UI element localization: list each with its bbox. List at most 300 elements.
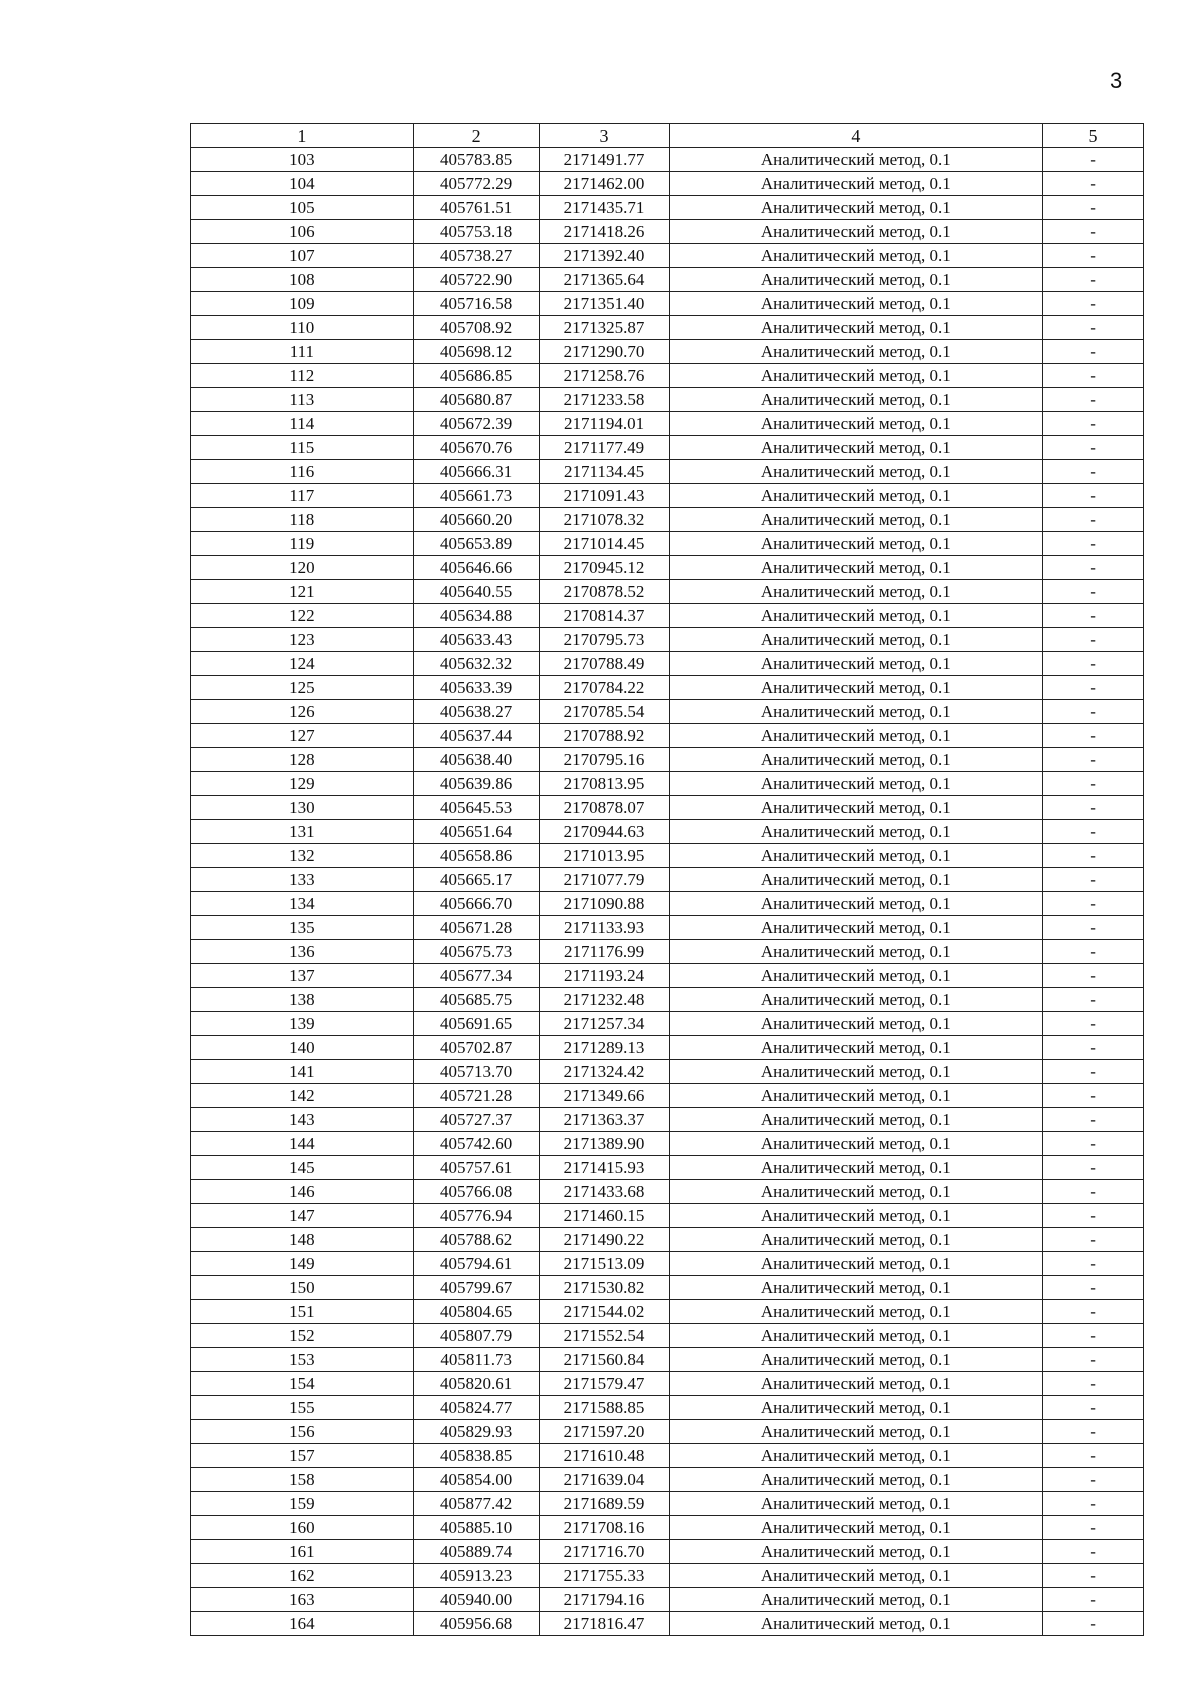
table-row	[191, 1084, 1144, 1108]
table-row	[191, 292, 1144, 316]
cell-coord-y: 2170784.22	[539, 676, 669, 700]
cell-method: Аналитический метод, 0.1	[669, 892, 1043, 916]
cell-note: -	[1043, 1012, 1144, 1036]
cell-note: -	[1043, 244, 1144, 268]
cell-note: -	[1043, 868, 1144, 892]
cell-note: -	[1043, 1276, 1144, 1300]
table-row	[191, 652, 1144, 676]
cell-point-number: 105	[191, 196, 414, 220]
cell-coord-y: 2171544.02	[539, 1300, 669, 1324]
cell-coord-y: 2170785.54	[539, 700, 669, 724]
cell-note: -	[1043, 436, 1144, 460]
cell-coord-y: 2170795.73	[539, 628, 669, 652]
header-cell-1: 1	[191, 124, 414, 148]
cell-note: -	[1043, 724, 1144, 748]
table-row	[191, 556, 1144, 580]
cell-coord-x: 405651.64	[413, 820, 539, 844]
cell-point-number: 160	[191, 1516, 414, 1540]
table-header	[191, 124, 1144, 148]
cell-note: -	[1043, 1300, 1144, 1324]
cell-method: Аналитический метод, 0.1	[669, 1060, 1043, 1084]
cell-coord-y: 2171716.70	[539, 1540, 669, 1564]
table-row	[191, 532, 1144, 556]
cell-coord-x: 405675.73	[413, 940, 539, 964]
cell-method: Аналитический метод, 0.1	[669, 652, 1043, 676]
header-cell-2: 2	[413, 124, 539, 148]
cell-method: Аналитический метод, 0.1	[669, 364, 1043, 388]
table-row	[191, 1516, 1144, 1540]
cell-method: Аналитический метод, 0.1	[669, 388, 1043, 412]
cell-coord-y: 2171134.45	[539, 460, 669, 484]
cell-coord-x: 405639.86	[413, 772, 539, 796]
cell-coord-y: 2171530.82	[539, 1276, 669, 1300]
cell-point-number: 110	[191, 316, 414, 340]
table-row	[191, 148, 1144, 172]
cell-coord-x: 405691.65	[413, 1012, 539, 1036]
cell-coord-x: 405956.68	[413, 1612, 539, 1636]
cell-note: -	[1043, 1468, 1144, 1492]
cell-coord-y: 2171610.48	[539, 1444, 669, 1468]
cell-method: Аналитический метод, 0.1	[669, 172, 1043, 196]
cell-note: -	[1043, 1108, 1144, 1132]
table-row	[191, 340, 1144, 364]
cell-coord-x: 405772.29	[413, 172, 539, 196]
cell-method: Аналитический метод, 0.1	[669, 1612, 1043, 1636]
cell-note: -	[1043, 964, 1144, 988]
cell-coord-x: 405727.37	[413, 1108, 539, 1132]
cell-note: -	[1043, 220, 1144, 244]
cell-coord-x: 405702.87	[413, 1036, 539, 1060]
cell-coord-y: 2171579.47	[539, 1372, 669, 1396]
table-row	[191, 676, 1144, 700]
cell-point-number: 146	[191, 1180, 414, 1204]
table-row	[191, 1300, 1144, 1324]
header-row	[191, 124, 1144, 148]
table-row	[191, 748, 1144, 772]
cell-coord-y: 2171324.42	[539, 1060, 669, 1084]
table-row	[191, 772, 1144, 796]
cell-note: -	[1043, 1540, 1144, 1564]
cell-coord-x: 405638.27	[413, 700, 539, 724]
cell-coord-x: 405794.61	[413, 1252, 539, 1276]
table-body	[191, 148, 1144, 1636]
cell-coord-x: 405783.85	[413, 148, 539, 172]
cell-coord-x: 405637.44	[413, 724, 539, 748]
table-row	[191, 388, 1144, 412]
cell-coord-y: 2171588.85	[539, 1396, 669, 1420]
table-row	[191, 1108, 1144, 1132]
header-cell-4: 4	[669, 124, 1043, 148]
cell-coord-x: 405633.43	[413, 628, 539, 652]
cell-coord-y: 2171233.58	[539, 388, 669, 412]
cell-method: Аналитический метод, 0.1	[669, 436, 1043, 460]
cell-method: Аналитический метод, 0.1	[669, 1156, 1043, 1180]
cell-point-number: 153	[191, 1348, 414, 1372]
table-row	[191, 1564, 1144, 1588]
cell-coord-x: 405666.70	[413, 892, 539, 916]
cell-coord-y: 2171232.48	[539, 988, 669, 1012]
cell-method: Аналитический метод, 0.1	[669, 940, 1043, 964]
cell-coord-y: 2171415.93	[539, 1156, 669, 1180]
cell-point-number: 106	[191, 220, 414, 244]
cell-coord-x: 405940.00	[413, 1588, 539, 1612]
cell-coord-x: 405672.39	[413, 412, 539, 436]
cell-point-number: 161	[191, 1540, 414, 1564]
cell-coord-x: 405685.75	[413, 988, 539, 1012]
cell-note: -	[1043, 1036, 1144, 1060]
cell-point-number: 162	[191, 1564, 414, 1588]
cell-method: Аналитический метод, 0.1	[669, 796, 1043, 820]
cell-coord-y: 2171351.40	[539, 292, 669, 316]
cell-coord-x: 405811.73	[413, 1348, 539, 1372]
cell-point-number: 116	[191, 460, 414, 484]
cell-note: -	[1043, 460, 1144, 484]
cell-coord-y: 2171433.68	[539, 1180, 669, 1204]
cell-coord-x: 405807.79	[413, 1324, 539, 1348]
cell-coord-x: 405722.90	[413, 268, 539, 292]
cell-method: Аналитический метод, 0.1	[669, 748, 1043, 772]
cell-coord-x: 405634.88	[413, 604, 539, 628]
cell-coord-x: 405742.60	[413, 1132, 539, 1156]
cell-point-number: 126	[191, 700, 414, 724]
coordinates-table	[190, 123, 1144, 1636]
cell-point-number: 147	[191, 1204, 414, 1228]
cell-coord-y: 2171013.95	[539, 844, 669, 868]
cell-coord-y: 2171639.04	[539, 1468, 669, 1492]
cell-point-number: 111	[191, 340, 414, 364]
table-row	[191, 940, 1144, 964]
table-row	[191, 436, 1144, 460]
cell-coord-y: 2170878.52	[539, 580, 669, 604]
cell-note: -	[1043, 700, 1144, 724]
cell-coord-y: 2171418.26	[539, 220, 669, 244]
cell-note: -	[1043, 268, 1144, 292]
cell-method: Аналитический метод, 0.1	[669, 244, 1043, 268]
cell-point-number: 159	[191, 1492, 414, 1516]
cell-point-number: 124	[191, 652, 414, 676]
cell-point-number: 141	[191, 1060, 414, 1084]
cell-method: Аналитический метод, 0.1	[669, 964, 1043, 988]
cell-coord-x: 405686.85	[413, 364, 539, 388]
table-row	[191, 268, 1144, 292]
table-row	[191, 460, 1144, 484]
cell-coord-x: 405633.39	[413, 676, 539, 700]
cell-note: -	[1043, 1204, 1144, 1228]
cell-point-number: 138	[191, 988, 414, 1012]
cell-coord-y: 2171176.99	[539, 940, 669, 964]
cell-point-number: 157	[191, 1444, 414, 1468]
cell-method: Аналитический метод, 0.1	[669, 868, 1043, 892]
cell-note: -	[1043, 1420, 1144, 1444]
cell-method: Аналитический метод, 0.1	[669, 1012, 1043, 1036]
cell-coord-x: 405820.61	[413, 1372, 539, 1396]
cell-method: Аналитический метод, 0.1	[669, 1420, 1043, 1444]
cell-method: Аналитический метод, 0.1	[669, 1180, 1043, 1204]
table-row	[191, 700, 1144, 724]
cell-note: -	[1043, 748, 1144, 772]
cell-note: -	[1043, 340, 1144, 364]
cell-point-number: 123	[191, 628, 414, 652]
cell-coord-y: 2171560.84	[539, 1348, 669, 1372]
cell-note: -	[1043, 556, 1144, 580]
table-row	[191, 1444, 1144, 1468]
cell-point-number: 152	[191, 1324, 414, 1348]
cell-method: Аналитический метод, 0.1	[669, 1108, 1043, 1132]
cell-point-number: 109	[191, 292, 414, 316]
cell-coord-x: 405708.92	[413, 316, 539, 340]
cell-coord-x: 405761.51	[413, 196, 539, 220]
cell-note: -	[1043, 316, 1144, 340]
cell-coord-x: 405645.53	[413, 796, 539, 820]
cell-note: -	[1043, 628, 1144, 652]
cell-coord-y: 2171460.15	[539, 1204, 669, 1228]
cell-note: -	[1043, 388, 1144, 412]
cell-point-number: 104	[191, 172, 414, 196]
cell-point-number: 139	[191, 1012, 414, 1036]
table-row	[191, 1324, 1144, 1348]
cell-method: Аналитический метод, 0.1	[669, 988, 1043, 1012]
cell-coord-y: 2171513.09	[539, 1252, 669, 1276]
table-row	[191, 364, 1144, 388]
cell-point-number: 120	[191, 556, 414, 580]
cell-coord-y: 2170945.12	[539, 556, 669, 580]
cell-coord-x: 405713.70	[413, 1060, 539, 1084]
table-row	[191, 1276, 1144, 1300]
cell-coord-x: 405670.76	[413, 436, 539, 460]
cell-coord-x: 405632.32	[413, 652, 539, 676]
cell-method: Аналитический метод, 0.1	[669, 1132, 1043, 1156]
cell-method: Аналитический метод, 0.1	[669, 484, 1043, 508]
cell-coord-y: 2171363.37	[539, 1108, 669, 1132]
cell-coord-x: 405877.42	[413, 1492, 539, 1516]
table-row	[191, 196, 1144, 220]
cell-coord-y: 2171349.66	[539, 1084, 669, 1108]
cell-coord-y: 2171078.32	[539, 508, 669, 532]
cell-note: -	[1043, 1492, 1144, 1516]
cell-note: -	[1043, 1324, 1144, 1348]
cell-coord-y: 2170813.95	[539, 772, 669, 796]
cell-note: -	[1043, 1252, 1144, 1276]
cell-note: -	[1043, 148, 1144, 172]
cell-method: Аналитический метод, 0.1	[669, 556, 1043, 580]
table-row	[191, 412, 1144, 436]
cell-point-number: 122	[191, 604, 414, 628]
cell-coord-y: 2171193.24	[539, 964, 669, 988]
cell-point-number: 144	[191, 1132, 414, 1156]
cell-note: -	[1043, 1516, 1144, 1540]
cell-point-number: 145	[191, 1156, 414, 1180]
cell-method: Аналитический метод, 0.1	[669, 844, 1043, 868]
cell-coord-y: 2171708.16	[539, 1516, 669, 1540]
cell-method: Аналитический метод, 0.1	[669, 1276, 1043, 1300]
cell-coord-x: 405757.61	[413, 1156, 539, 1180]
cell-coord-y: 2170788.49	[539, 652, 669, 676]
cell-method: Аналитический метод, 0.1	[669, 1036, 1043, 1060]
cell-note: -	[1043, 532, 1144, 556]
table-row	[191, 1396, 1144, 1420]
table-row	[191, 892, 1144, 916]
table-row	[191, 1204, 1144, 1228]
cell-method: Аналитический метод, 0.1	[669, 340, 1043, 364]
cell-method: Аналитический метод, 0.1	[669, 1516, 1043, 1540]
cell-method: Аналитический метод, 0.1	[669, 1324, 1043, 1348]
cell-coord-x: 405658.86	[413, 844, 539, 868]
cell-coord-x: 405766.08	[413, 1180, 539, 1204]
table-row	[191, 1420, 1144, 1444]
cell-coord-y: 2171755.33	[539, 1564, 669, 1588]
cell-coord-x: 405666.31	[413, 460, 539, 484]
cell-coord-y: 2171133.93	[539, 916, 669, 940]
cell-note: -	[1043, 1372, 1144, 1396]
cell-coord-x: 405660.20	[413, 508, 539, 532]
cell-coord-x: 405788.62	[413, 1228, 539, 1252]
cell-coord-x: 405661.73	[413, 484, 539, 508]
cell-point-number: 118	[191, 508, 414, 532]
cell-point-number: 128	[191, 748, 414, 772]
cell-coord-y: 2170795.16	[539, 748, 669, 772]
cell-note: -	[1043, 1588, 1144, 1612]
cell-note: -	[1043, 1444, 1144, 1468]
cell-point-number: 150	[191, 1276, 414, 1300]
table-row	[191, 1588, 1144, 1612]
cell-note: -	[1043, 1156, 1144, 1180]
cell-point-number: 134	[191, 892, 414, 916]
cell-method: Аналитический метод, 0.1	[669, 1540, 1043, 1564]
cell-method: Аналитический метод, 0.1	[669, 1300, 1043, 1324]
cell-coord-x: 405838.85	[413, 1444, 539, 1468]
cell-point-number: 135	[191, 916, 414, 940]
cell-method: Аналитический метод, 0.1	[669, 196, 1043, 220]
cell-note: -	[1043, 1060, 1144, 1084]
table-row	[191, 172, 1144, 196]
cell-note: -	[1043, 1348, 1144, 1372]
cell-coord-y: 2171435.71	[539, 196, 669, 220]
cell-note: -	[1043, 1396, 1144, 1420]
cell-note: -	[1043, 676, 1144, 700]
cell-point-number: 142	[191, 1084, 414, 1108]
cell-coord-y: 2170944.63	[539, 820, 669, 844]
cell-coord-y: 2171177.49	[539, 436, 669, 460]
table-row	[191, 1012, 1144, 1036]
cell-method: Аналитический метод, 0.1	[669, 292, 1043, 316]
cell-coord-x: 405753.18	[413, 220, 539, 244]
cell-coord-y: 2171490.22	[539, 1228, 669, 1252]
cell-method: Аналитический метод, 0.1	[669, 772, 1043, 796]
cell-point-number: 164	[191, 1612, 414, 1636]
cell-note: -	[1043, 844, 1144, 868]
cell-point-number: 114	[191, 412, 414, 436]
cell-point-number: 136	[191, 940, 414, 964]
cell-note: -	[1043, 364, 1144, 388]
table-row	[191, 1060, 1144, 1084]
cell-coord-y: 2171389.90	[539, 1132, 669, 1156]
cell-note: -	[1043, 1084, 1144, 1108]
cell-point-number: 119	[191, 532, 414, 556]
table-row	[191, 1540, 1144, 1564]
cell-note: -	[1043, 1228, 1144, 1252]
cell-note: -	[1043, 580, 1144, 604]
cell-coord-x: 405829.93	[413, 1420, 539, 1444]
cell-method: Аналитический метод, 0.1	[669, 820, 1043, 844]
cell-note: -	[1043, 484, 1144, 508]
cell-method: Аналитический метод, 0.1	[669, 1372, 1043, 1396]
table-row	[191, 1348, 1144, 1372]
cell-coord-y: 2171257.34	[539, 1012, 669, 1036]
cell-note: -	[1043, 892, 1144, 916]
cell-note: -	[1043, 796, 1144, 820]
cell-coord-y: 2171462.00	[539, 172, 669, 196]
page-number: 3	[1110, 68, 1123, 93]
cell-point-number: 163	[191, 1588, 414, 1612]
cell-method: Аналитический метод, 0.1	[669, 1564, 1043, 1588]
cell-coord-x: 405653.89	[413, 532, 539, 556]
cell-method: Аналитический метод, 0.1	[669, 412, 1043, 436]
cell-coord-y: 2171290.70	[539, 340, 669, 364]
cell-point-number: 129	[191, 772, 414, 796]
cell-coord-x: 405721.28	[413, 1084, 539, 1108]
cell-method: Аналитический метод, 0.1	[669, 1348, 1043, 1372]
cell-method: Аналитический метод, 0.1	[669, 1228, 1043, 1252]
cell-point-number: 108	[191, 268, 414, 292]
table-row	[191, 244, 1144, 268]
cell-point-number: 140	[191, 1036, 414, 1060]
cell-note: -	[1043, 940, 1144, 964]
cell-point-number: 131	[191, 820, 414, 844]
cell-point-number: 151	[191, 1300, 414, 1324]
table-row	[191, 916, 1144, 940]
table-row	[191, 1156, 1144, 1180]
cell-method: Аналитический метод, 0.1	[669, 628, 1043, 652]
table-row	[191, 604, 1144, 628]
cell-note: -	[1043, 1132, 1144, 1156]
table-row	[191, 1132, 1144, 1156]
cell-point-number: 155	[191, 1396, 414, 1420]
table-row	[191, 1036, 1144, 1060]
table-row	[191, 1468, 1144, 1492]
table-row	[191, 844, 1144, 868]
table-row	[191, 508, 1144, 532]
table-row	[191, 484, 1144, 508]
cell-method: Аналитический метод, 0.1	[669, 1444, 1043, 1468]
cell-point-number: 156	[191, 1420, 414, 1444]
cell-note: -	[1043, 772, 1144, 796]
cell-coord-x: 405738.27	[413, 244, 539, 268]
table-row	[191, 724, 1144, 748]
cell-point-number: 149	[191, 1252, 414, 1276]
cell-coord-y: 2171392.40	[539, 244, 669, 268]
cell-coord-y: 2171689.59	[539, 1492, 669, 1516]
cell-coord-x: 405646.66	[413, 556, 539, 580]
cell-note: -	[1043, 820, 1144, 844]
cell-point-number: 154	[191, 1372, 414, 1396]
cell-method: Аналитический метод, 0.1	[669, 724, 1043, 748]
cell-point-number: 113	[191, 388, 414, 412]
cell-method: Аналитический метод, 0.1	[669, 1252, 1043, 1276]
table-row	[191, 580, 1144, 604]
cell-coord-y: 2171091.43	[539, 484, 669, 508]
cell-coord-x: 405677.34	[413, 964, 539, 988]
cell-coord-y: 2171077.79	[539, 868, 669, 892]
cell-coord-y: 2170788.92	[539, 724, 669, 748]
cell-note: -	[1043, 604, 1144, 628]
table-row	[191, 220, 1144, 244]
cell-coord-y: 2171090.88	[539, 892, 669, 916]
cell-coord-x: 405804.65	[413, 1300, 539, 1324]
cell-coord-x: 405640.55	[413, 580, 539, 604]
cell-method: Аналитический метод, 0.1	[669, 1492, 1043, 1516]
cell-note: -	[1043, 988, 1144, 1012]
cell-coord-y: 2171365.64	[539, 268, 669, 292]
